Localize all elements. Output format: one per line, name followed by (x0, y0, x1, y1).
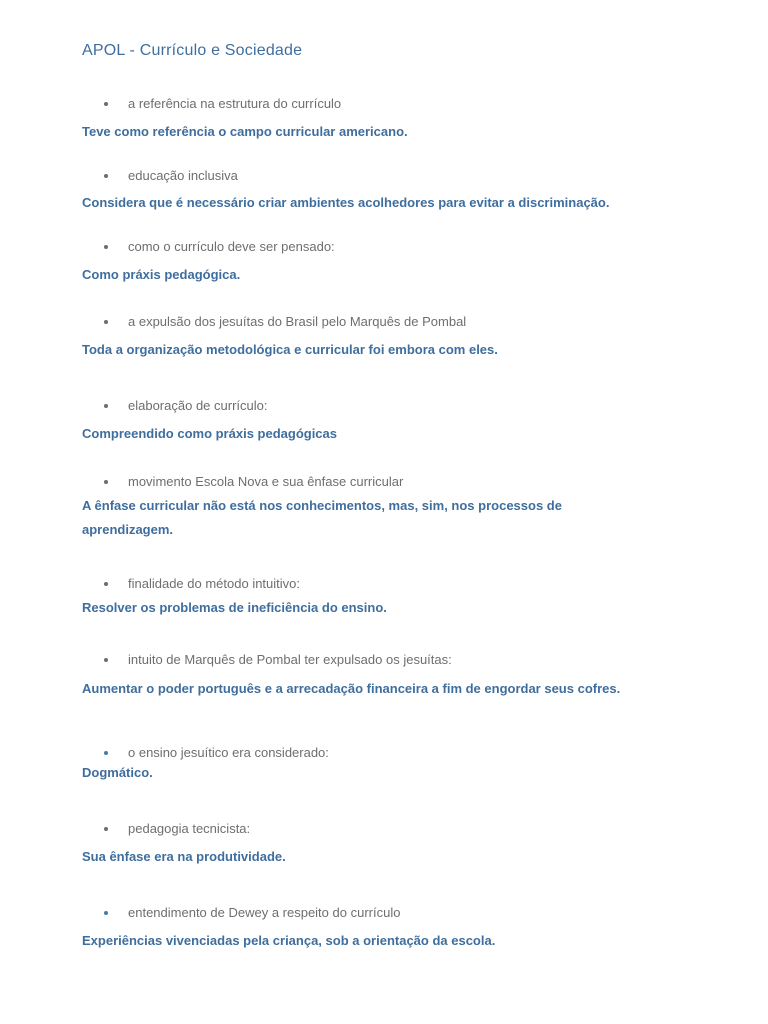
answer-text: Resolver os problemas de ineficiência do ensino. (82, 600, 387, 615)
answer-text: Considera que é necessário criar ambientes acolhedores para evitar a discriminação. (82, 195, 610, 210)
question-text: o ensino jesuítico era considerado: (128, 745, 329, 760)
bullet-icon (104, 911, 108, 915)
question-text: elaboração de currículo: (128, 398, 268, 413)
bullet-icon (104, 658, 108, 662)
bullet-icon (104, 174, 108, 178)
question-text: como o currículo deve ser pensado: (128, 239, 335, 254)
question-text: pedagogia tecnicista: (128, 821, 251, 836)
bullet-icon (104, 827, 108, 831)
bullet-icon (104, 480, 108, 484)
document-title: APOL - Currículo e Sociedade (82, 42, 303, 59)
question-text: entendimento de Dewey a respeito do currículo (128, 905, 401, 920)
answer-text: Toda a organização metodológica e curricular foi embora com eles. (82, 342, 498, 357)
answer-text: A ênfase curricular não está nos conhecimentos, mas, sim, nos processos de aprendizagem. (82, 498, 562, 537)
bullet-icon (104, 102, 108, 106)
answer-text: Teve como referência o campo curricular americano. (82, 124, 408, 139)
question-text: intuito de Marquês de Pombal ter expulsado os jesuítas: (128, 652, 452, 667)
question-text: finalidade do método intuitivo: (128, 576, 301, 591)
question-text: a referência na estrutura do currículo (128, 96, 342, 111)
bullet-icon (104, 245, 108, 249)
question-text: educação inclusiva (128, 168, 238, 183)
answer-text: Dogmático. (82, 765, 153, 780)
answer-text: Sua ênfase era na produtividade. (82, 849, 286, 864)
bullet-icon (104, 751, 108, 755)
question-text: movimento Escola Nova e sua ênfase curricular (128, 474, 404, 489)
bullet-icon (104, 404, 108, 408)
answer-text: Aumentar o poder português e a arrecadação financeira a fim de engordar seus cofres. (82, 681, 621, 696)
bullet-icon (104, 582, 108, 586)
bullet-icon (104, 320, 108, 324)
answer-text: Como práxis pedagógica. (82, 267, 241, 282)
answer-text: Compreendido como práxis pedagógicas (82, 426, 337, 441)
answer-text: Experiências vivenciadas pela criança, sob a orientação da escola. (82, 933, 496, 948)
question-text: a expulsão dos jesuítas do Brasil pelo Marquês de Pombal (128, 314, 467, 329)
